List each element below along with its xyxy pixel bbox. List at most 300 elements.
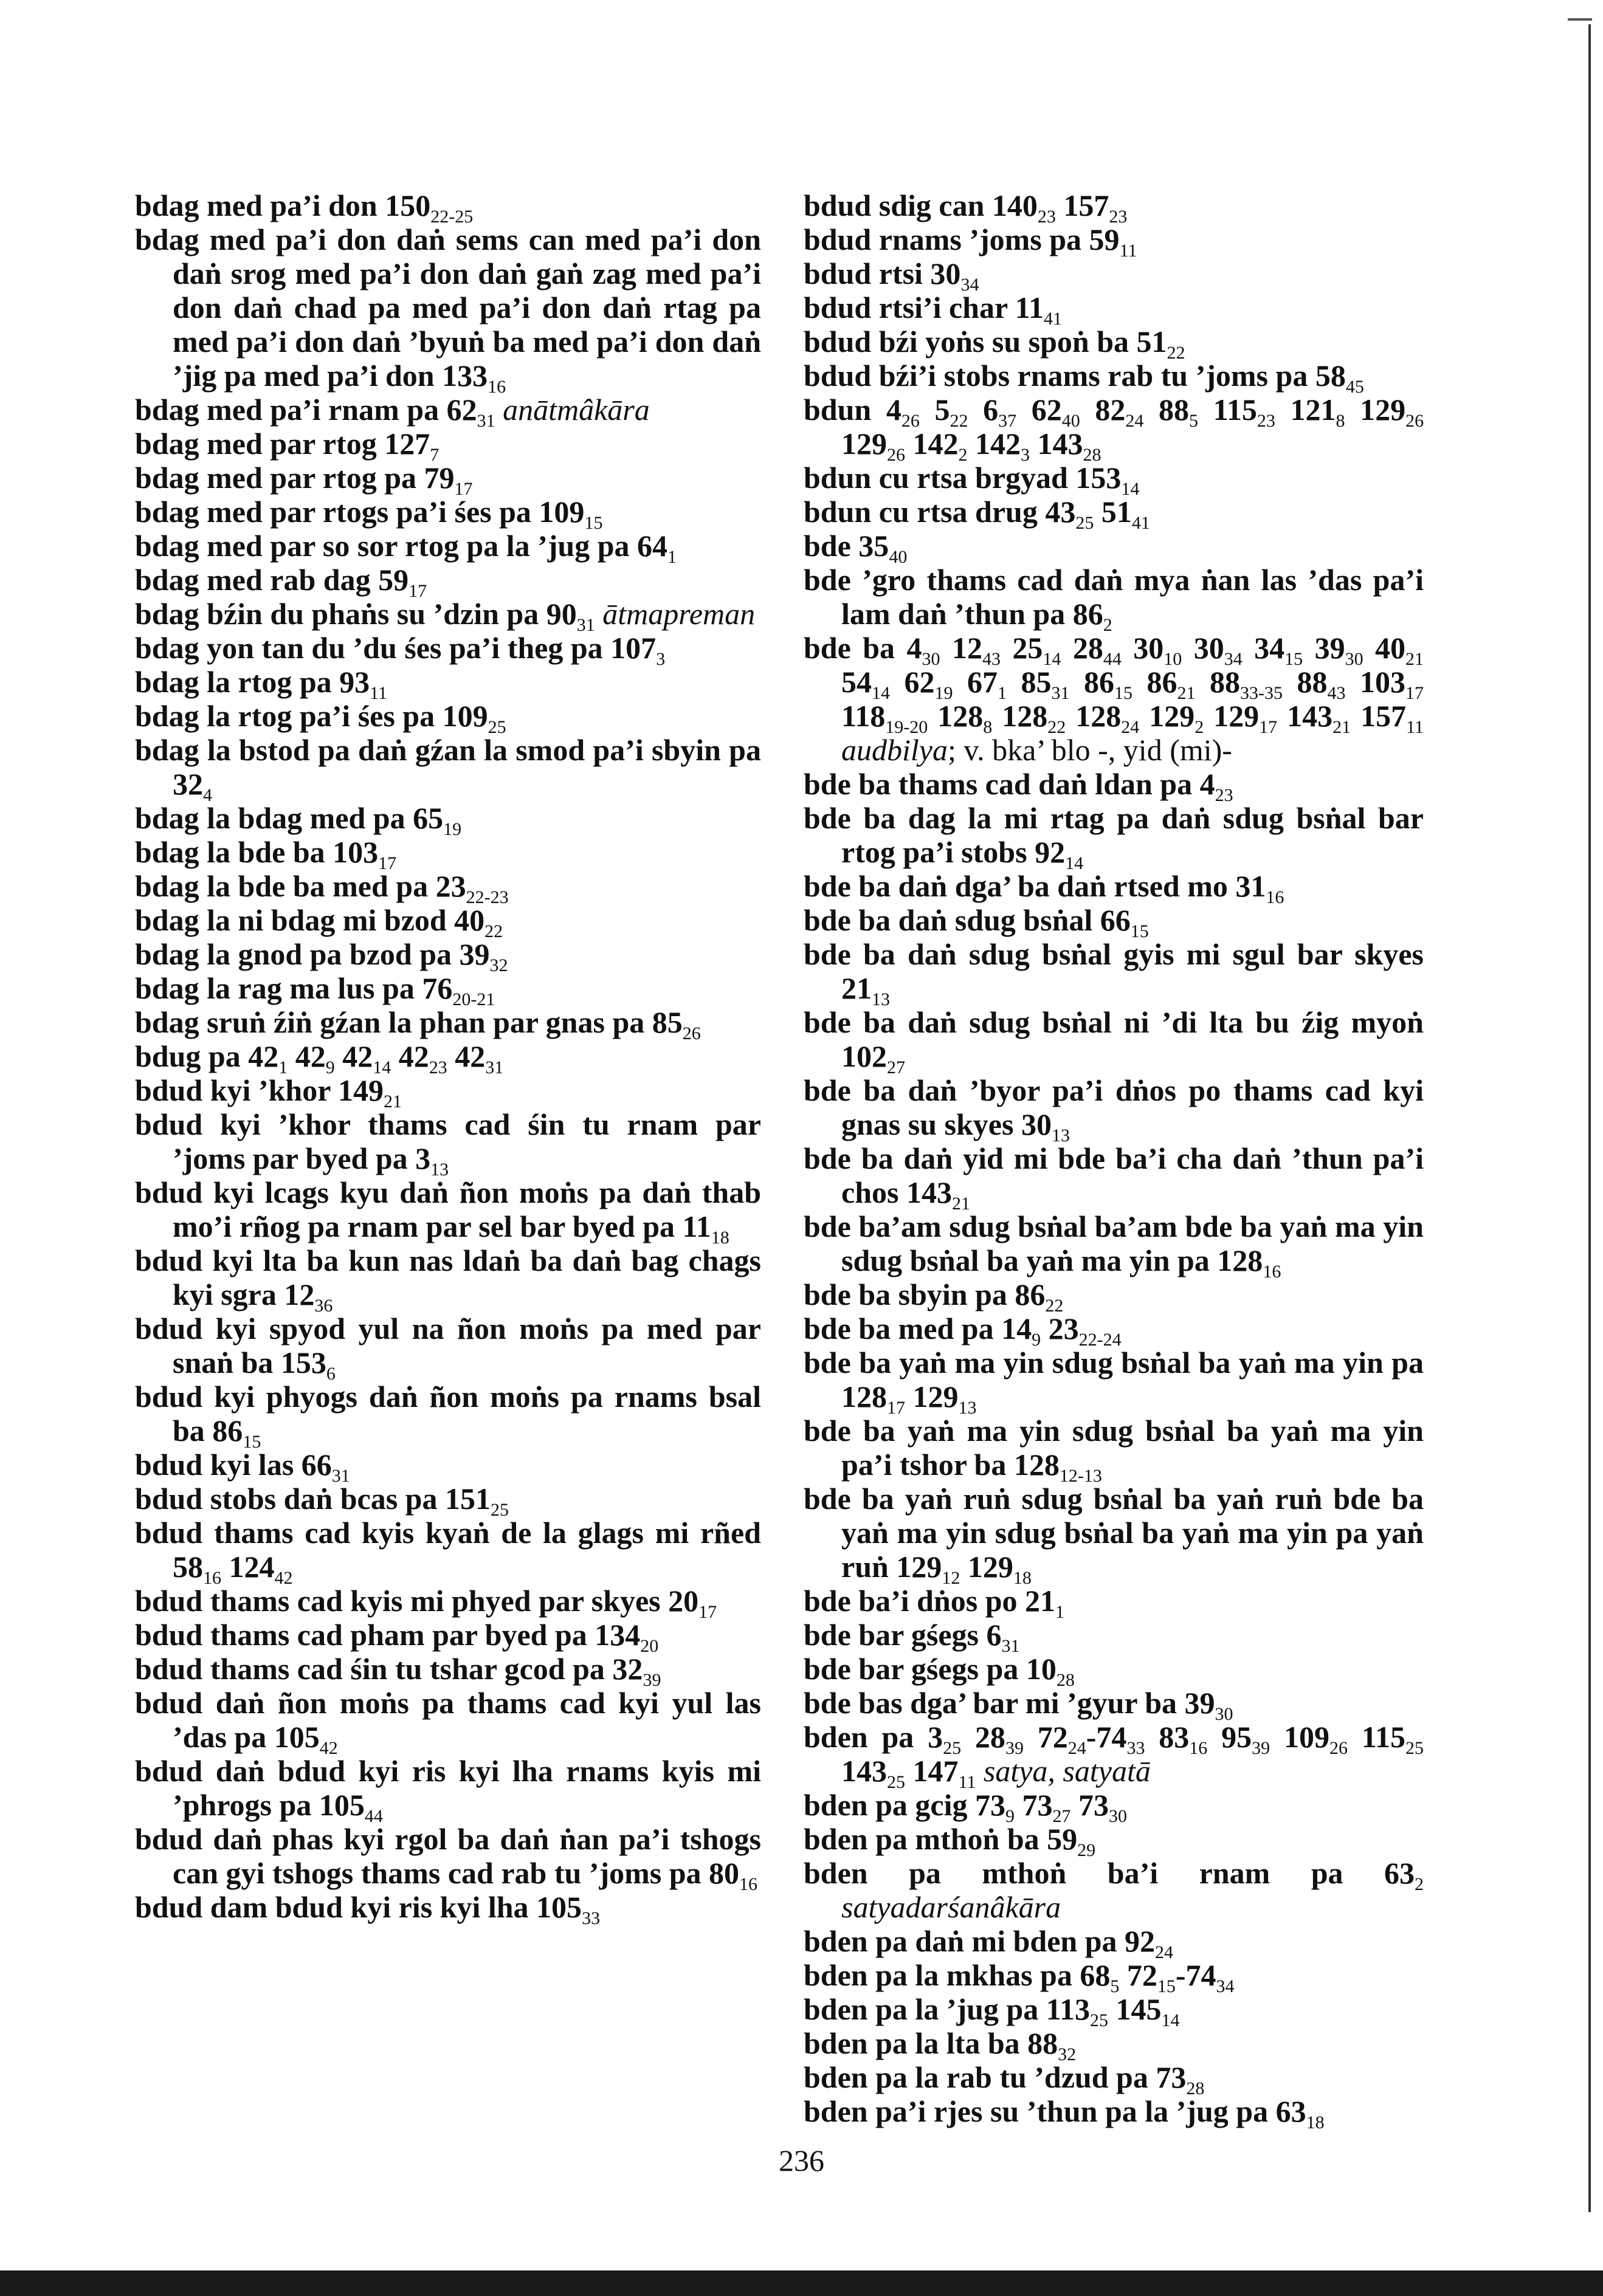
entry-line-ref: 7 (430, 445, 440, 465)
index-entry (804, 937, 1424, 1009)
index-entry (804, 767, 1424, 805)
entry-line-ref: 5 (1110, 1976, 1120, 1996)
entry-text: bdud stobs daṅ bcas pa 151 (135, 1482, 491, 1516)
entry-line-ref: 1 (667, 547, 677, 567)
entry-text: 23 (1041, 1311, 1079, 1346)
entry-line-ref: 39 (1252, 1738, 1270, 1758)
entry-text: bdud rtsi 30 (804, 256, 961, 290)
entry-text: -74 (1086, 1720, 1127, 1754)
entry-text: bde ba sbyin pa 86 (804, 1277, 1046, 1311)
index-entry (804, 1720, 1424, 1792)
entry-line-ref: 14 (872, 683, 890, 703)
entry-line-ref: 5 (1188, 411, 1198, 431)
entry-text: 128 (992, 699, 1048, 733)
entry-line-ref: 20 (640, 1636, 659, 1656)
entry-line-ref: 26 (887, 445, 905, 465)
index-entry (804, 1209, 1424, 1282)
entry-text: bdud rtsi’i char 11 (804, 290, 1044, 325)
index-entry (804, 1822, 1424, 1860)
entry-line-ref: 27 (887, 1057, 905, 1078)
entry-line-ref: 22 (1045, 1296, 1064, 1316)
entry-line-ref: 11 (1119, 241, 1137, 261)
entry-line-ref: 14 (1065, 853, 1084, 873)
entry-text: bdag med par rtogs pa’i śes pa 109 (135, 495, 585, 529)
entry-line-ref: 26 (1329, 1738, 1348, 1758)
index-entry (804, 563, 1424, 635)
entry-line-ref: 9 (1005, 1806, 1015, 1826)
index-entry (135, 529, 761, 567)
entry-line-ref: 28 (1056, 1670, 1075, 1690)
entry-text: 121 (1275, 393, 1336, 427)
entry-line-ref: 21 (1405, 649, 1424, 669)
entry-text: 85 (1007, 665, 1052, 699)
entry-text: bdud kyi ’khor 149 (135, 1073, 384, 1107)
entry-text: bdag med par rtog 127 (135, 427, 430, 461)
index-entry (135, 1311, 761, 1384)
entry-text: bdag yon tan du ’du śes pa’i theg pa 107 (135, 631, 657, 665)
entry-text: 157 (1351, 699, 1407, 733)
entry-line-ref: 42 (319, 1738, 338, 1758)
index-entry (135, 563, 761, 601)
entry-text: bdag la rag ma lus pa 76 (135, 971, 453, 1005)
entry-line-ref: 12 (942, 1568, 960, 1588)
entry-line-ref: 30 (1215, 1704, 1233, 1724)
entry-line-ref: 21 (1332, 717, 1351, 737)
entry-line-ref: 17 (1405, 683, 1424, 703)
entry-text: bdag la ni bdag mi bzod 40 (135, 903, 485, 937)
index-entry (135, 1584, 761, 1622)
entry-text: bde ba’am sdug bsṅal ba’am bde ba yaṅ ma yin sdug bsṅal ba yaṅ ma yin pa 128 (804, 1209, 1424, 1277)
entry-text: 86 (1132, 665, 1177, 699)
entry-text: bdud kyi spyod yul na ñon moṅs pa med par snaṅ ba 153 (135, 1311, 761, 1380)
entry-text: -74 (1175, 1958, 1216, 1992)
entry-line-ref: 2 (1415, 1874, 1424, 1894)
entry-text: 40 (1363, 631, 1405, 665)
entry-line-ref: 25 (491, 1500, 509, 1520)
index-entry (135, 631, 761, 669)
entry-line-ref: 41 (1044, 309, 1062, 329)
entry-text: bden pa mthoṅ ba 59 (804, 1822, 1078, 1856)
entry-text: bdag sruṅ źiṅ gźan la phan par gnas pa 85 (135, 1005, 683, 1039)
entry-text: bde ba daṅ yid mi bde ba’i cha daṅ ’thun pa’i chos 143 (804, 1141, 1424, 1209)
entry-line-ref: 31 (485, 1057, 504, 1078)
entry-line-ref: 26 (682, 1023, 701, 1043)
entry-text: bden pa’i rjes su ’thun pa la ’jug pa 63 (804, 2094, 1306, 2128)
entry-line-ref: 15 (1284, 649, 1303, 669)
entry-text: bdud kyi phyogs daṅ ñon moṅs pa rnams bsal ba 86 (135, 1380, 761, 1448)
entry-line-ref: 41 (1131, 513, 1150, 533)
entry-text: bdag med pa’i rnam pa 62 (135, 393, 477, 427)
entry-text: bdud daṅ ñon moṅs pa thams cad kyi yul las ’das pa 105 (135, 1686, 761, 1754)
entry-line-ref: 15 (1114, 683, 1132, 703)
entry-text: bdag la bstod pa daṅ gźan la smod pa’i sbyin pa 32 (135, 733, 761, 801)
entry-line-ref: 25 (1089, 2010, 1108, 2030)
entry-text: bde ba daṅ sdug bsṅal 66 (804, 903, 1131, 937)
index-entry (804, 529, 1424, 567)
entry-line-ref: 23 (1215, 785, 1233, 805)
entry-text: bde ba thams cad daṅ ldan pa 4 (804, 767, 1215, 801)
entry-text: 42 (334, 1039, 373, 1073)
entry-text: 129 (1139, 699, 1195, 733)
index-entry (804, 1992, 1424, 2030)
index-entry (135, 971, 761, 1009)
index-entry (804, 1652, 1424, 1690)
index-entry (804, 325, 1424, 363)
entry-text: bdag la gnod pa bzod pa 39 (135, 937, 490, 971)
entry-line-ref: 17 (378, 853, 397, 873)
entry-line-ref: 24 (1067, 1738, 1086, 1758)
entry-text: 42 (391, 1039, 429, 1073)
entry-text: 62 (1016, 393, 1062, 427)
entry-line-ref: 33 (1126, 1738, 1145, 1758)
entry-line-ref: 1 (1055, 1602, 1065, 1622)
entry-text: 88 (1143, 393, 1189, 427)
entry-line-ref: 23 (1257, 411, 1275, 431)
entry-line-ref: 26 (901, 411, 920, 431)
index-entry (135, 427, 761, 465)
index-entry (804, 1005, 1424, 1078)
entry-line-ref: 27 (1052, 1806, 1071, 1826)
entry-text: 142 (967, 427, 1021, 461)
entry-text: 82 (1080, 393, 1126, 427)
index-entry (135, 1482, 761, 1520)
entry-line-ref: 33-35 (1240, 683, 1283, 703)
entry-text: bdun cu rtsa drug 43 (804, 495, 1076, 529)
index-entry (135, 188, 761, 227)
index-entry (804, 631, 1424, 767)
index-entry (135, 1686, 761, 1758)
index-entry (804, 1924, 1424, 1962)
entry-text: bdag med par rtog pa 79 (135, 461, 455, 495)
entry-text: bdud bźi yoṅs su spoṅ ba 51 (804, 325, 1167, 359)
entry-line-ref: 16 (1266, 887, 1284, 907)
index-entry (804, 393, 1424, 465)
index-entry (135, 835, 761, 873)
entry-line-ref: 24 (1125, 411, 1144, 431)
entry-text: bde ba yaṅ ma yin sdug bsṅal ba yaṅ ma yin pa’i tshor ba 128 (804, 1414, 1424, 1482)
entry-text: bdag la bdag med pa 65 (135, 801, 444, 835)
entry-line-ref: 25 (943, 1738, 962, 1758)
entry-text: 28 (961, 1720, 1005, 1754)
index-entry (804, 1584, 1424, 1622)
entry-text: bdag bźin du phaṅs su ’dzin pa 90 (135, 597, 577, 631)
index-entry (804, 903, 1424, 941)
index-entry (135, 461, 761, 499)
entry-text: 30 (1182, 631, 1224, 665)
entry-text: bden pa 3 (804, 1720, 943, 1754)
entry-text: 62 (890, 665, 935, 699)
entry-line-ref: 42 (274, 1568, 293, 1588)
entry-text: bdud rnams ’joms pa 59 (804, 222, 1120, 256)
index-entry (135, 597, 761, 635)
entry-text: bdug pa 42 (135, 1039, 279, 1073)
entry-text: bde ba yaṅ ruṅ sdug bsṅal ba yaṅ ruṅ bde ba yaṅ ma yin sdug bsṅal ba yaṅ ma yin pa yaṅ ruṅ 129 (804, 1482, 1424, 1584)
entry-text: 145 (1108, 1992, 1162, 2026)
entry-line-ref: 23 (429, 1057, 447, 1078)
index-entry (804, 1414, 1424, 1486)
entry-text: 86 (1069, 665, 1114, 699)
index-entry (804, 188, 1424, 227)
entry-line-ref: 3 (1021, 445, 1030, 465)
entry-line-ref: 8 (1336, 411, 1345, 431)
entry-text: bdud kyi ’khor thams cad śin tu rnam par ’joms par byed pa 3 (135, 1107, 761, 1175)
entry-text: 129 (1345, 393, 1406, 427)
index-entry (135, 1754, 761, 1826)
entry-line-ref: 15 (584, 513, 603, 533)
index-entry (135, 1073, 761, 1112)
entry-line-ref: 17 (454, 479, 473, 499)
entry-line-ref: 17 (409, 581, 427, 601)
entry-line-ref: 25 (1075, 513, 1094, 533)
index-entry (135, 495, 761, 533)
entry-text: bde bar gśegs 6 (804, 1618, 1002, 1652)
entry-line-ref: 3 (656, 649, 666, 669)
index-entry (804, 1073, 1424, 1146)
entry-line-ref: 4 (203, 785, 212, 805)
index-entry (804, 1686, 1424, 1724)
entry-line-ref: 24 (1155, 1942, 1174, 1962)
entry-text: bdud thams cad śin tu tshar gcod pa 32 (135, 1652, 643, 1686)
entry-line-ref: 1 (278, 1057, 288, 1078)
entry-line-ref: 32 (1058, 2044, 1077, 2064)
entry-line-ref: 20-21 (452, 989, 495, 1009)
index-entry (135, 1107, 761, 1180)
entry-line-ref: 13 (1051, 1126, 1070, 1146)
entry-text: bde ba yaṅ ma yin sdug bsṅal ba yaṅ ma yin pa 128 (804, 1346, 1424, 1414)
entry-sanskrit: anātmâkāra (495, 393, 650, 427)
entry-line-ref: 16 (488, 377, 506, 397)
index-entry (804, 869, 1424, 907)
entry-text: bdud kyi lta ba kun nas ldaṅ ba daṅ bag chags kyi sgra 12 (135, 1243, 761, 1311)
index-entry (135, 699, 761, 737)
entry-text: bdud dam bdud kyi ris kyi lha 105 (135, 1890, 582, 1924)
entry-line-ref: 34 (1216, 1976, 1235, 1996)
entry-text: 28 (1061, 631, 1103, 665)
entry-sanskrit: ātmapreman (595, 597, 756, 631)
entry-text: 115 (1198, 393, 1257, 427)
entry-text: 54 (841, 665, 872, 699)
entry-line-ref: 19 (934, 683, 953, 703)
entry-text: bde ba med pa 14 (804, 1311, 1032, 1346)
scan-edge-mark (1568, 18, 1592, 21)
entry-text: 157 (1055, 188, 1109, 222)
entry-text: 143 (841, 1754, 887, 1788)
entry-line-ref: 39 (1005, 1738, 1024, 1758)
entry-text: 143 (1277, 699, 1333, 733)
index-entry (135, 1448, 761, 1486)
index-entry (135, 393, 761, 431)
entry-text: 73 (1015, 1788, 1053, 1822)
entry-text: bdag med pa’i don daṅ sems can med pa’i don daṅ srog med pa’i don daṅ gaṅ zag med pa’i don daṅ chad pa med pa’i don daṅ rtag pa med pa’i don daṅ ’byuṅ ba med pa’i don daṅ ’jig pa med pa’i don 133 (135, 222, 761, 393)
entry-text: bde ba 4 (804, 631, 922, 665)
index-entry (804, 1346, 1424, 1418)
entry-text: bde bas dga’ bar mi ’gyur ba 39 (804, 1686, 1215, 1720)
entry-line-ref: 22-24 (1078, 1330, 1122, 1350)
entry-line-ref: 10 (1163, 649, 1182, 669)
entry-text: bdag med rab dag 59 (135, 563, 409, 597)
index-entry (804, 222, 1424, 261)
entry-text: bden pa la lta ba 88 (804, 2026, 1058, 2060)
entry-line-ref: 2 (1194, 717, 1204, 737)
entry-text: 34 (1242, 631, 1285, 665)
entry-text: bde ’gro thams cad daṅ mya ṅan las ’das pa’i lam daṅ ’thun pa 86 (804, 563, 1424, 631)
entry-text: 95 (1207, 1720, 1252, 1754)
entry-line-ref: 19-20 (885, 717, 928, 737)
entry-text: bdag med pa’i don 150 (135, 188, 431, 222)
index-entry (804, 2060, 1424, 2098)
entry-line-ref: 25 (488, 717, 506, 737)
entry-text: 128 (1066, 699, 1122, 733)
entry-line-ref: 43 (982, 649, 1001, 669)
entry-text: bden pa la rab tu ’dzud pa 73 (804, 2060, 1187, 2094)
entry-line-ref: 6 (326, 1364, 336, 1384)
entry-text: bde ba daṅ sdug bsṅal ni ’di lta bu źig myoṅ 102 (804, 1005, 1424, 1073)
index-entry (804, 359, 1424, 397)
entry-line-ref: 22-25 (430, 207, 474, 227)
entry-line-ref: 26 (1405, 411, 1424, 431)
entry-text: 124 (221, 1550, 275, 1584)
entry-text: 129 (1204, 699, 1260, 733)
index-entry (804, 2026, 1424, 2064)
entry-sanskrit: satya, satyatā (976, 1754, 1151, 1788)
entry-text: bdun cu rtsa brgyad 153 (804, 461, 1122, 495)
index-entry (804, 1141, 1424, 1214)
index-entry (135, 903, 761, 941)
entry-text: bdag la bde ba med pa 23 (135, 869, 466, 903)
entry-line-ref: 21 (1177, 683, 1196, 703)
index-entry (135, 1380, 761, 1452)
entry-line-ref: 12-13 (1059, 1466, 1102, 1486)
entry-text: bdag med par so sor rtog pa la ’jug pa 64 (135, 529, 668, 563)
entry-text: bde ba dag la mi rtag pa daṅ sdug bsṅal bar rtog pa’i stobs 92 (804, 801, 1424, 869)
entry-line-ref: 11 (958, 1772, 976, 1792)
entry-line-ref: 17 (1259, 717, 1278, 737)
entry-line-ref: 16 (1263, 1262, 1281, 1282)
entry-text: 72 (1023, 1720, 1068, 1754)
entry-line-ref: 31 (1051, 683, 1070, 703)
entry-line-ref: 22 (1167, 343, 1185, 363)
entry-line-ref: 22 (484, 921, 503, 941)
entry-text: 142 (905, 427, 959, 461)
scan-bottom-border (0, 2270, 1603, 2296)
entry-text: bde ba daṅ dga’ ba daṅ rtsed mo 31 (804, 869, 1266, 903)
entry-line-ref: 31 (1001, 1636, 1020, 1656)
entry-text: bde 35 (804, 529, 889, 563)
index-entry (804, 495, 1424, 533)
entry-line-ref: 32 (489, 955, 508, 975)
entry-line-ref: 21 (951, 1194, 970, 1214)
entry-text: 42 (288, 1039, 326, 1073)
entry-line-ref: 17 (698, 1602, 717, 1622)
entry-line-ref: 15 (1157, 1976, 1176, 1996)
entry-line-ref: 2 (958, 445, 968, 465)
entry-text: bdud bźi’i stobs rnams rab tu ’joms pa 58 (804, 359, 1346, 393)
entry-text: 103 (1345, 665, 1405, 699)
entry-text: bdag la bde ba 103 (135, 835, 379, 869)
entry-text: 12 (940, 631, 982, 665)
entry-line-ref: 1 (998, 683, 1007, 703)
entry-line-ref: 16 (203, 1568, 221, 1588)
entry-text: 143 (1030, 427, 1083, 461)
entry-line-ref: 33 (582, 1908, 601, 1928)
entry-line-ref: 9 (325, 1057, 335, 1078)
entry-text: 147 (905, 1754, 959, 1788)
entry-line-ref: 22 (1047, 717, 1066, 737)
index-column-left (135, 188, 761, 1928)
index-entry (135, 937, 761, 975)
index-entry (135, 222, 761, 397)
entry-sanskrit: satyadarśanâkāra (841, 1890, 1061, 1924)
entry-line-ref: 13 (872, 989, 890, 1009)
entry-line-ref: 36 (314, 1296, 333, 1316)
entry-text: bdag la rtog pa 93 (135, 665, 370, 699)
entry-line-ref: 25 (1405, 1738, 1424, 1758)
entry-line-ref: 45 (1345, 377, 1364, 397)
entry-line-ref: 37 (998, 411, 1017, 431)
entry-line-ref: 28 (1083, 445, 1101, 465)
entry-line-ref: 9 (1032, 1330, 1041, 1350)
entry-line-ref: 31 (477, 411, 495, 431)
entry-text: bden pa gcig 73 (804, 1788, 1006, 1822)
entry-text: bden pa la ’jug pa 113 (804, 1992, 1090, 2026)
entry-text: bdun 4 (804, 393, 901, 427)
entry-line-ref: 30 (1109, 1806, 1128, 1826)
index-entry (804, 461, 1424, 499)
index-entry (135, 801, 761, 839)
entry-line-ref: 40 (889, 547, 908, 567)
entry-text: bdag la rtog pa’i śes pa 109 (135, 699, 488, 733)
entry-line-ref: 18 (1306, 2112, 1325, 2133)
entry-line-ref: 31 (331, 1466, 350, 1486)
index-entry (135, 1652, 761, 1690)
entry-text: bden pa la mkhas pa 68 (804, 1958, 1111, 1992)
index-entry (804, 1958, 1424, 1996)
entry-line-ref: 18 (1013, 1568, 1032, 1588)
index-entry (135, 869, 761, 907)
entry-line-ref: 31 (576, 615, 595, 635)
index-entry (804, 1856, 1424, 1924)
entry-line-ref: 28 (1186, 2078, 1205, 2098)
entry-line-ref: 8 (983, 717, 993, 737)
entry-line-ref: 18 (711, 1228, 729, 1248)
entry-line-ref: 14 (1121, 479, 1140, 499)
index-entry (804, 1618, 1424, 1656)
entry-line-ref: 21 (383, 1091, 402, 1112)
index-entry (135, 1039, 761, 1078)
entry-text: 42 (447, 1039, 486, 1073)
entry-text: bdud daṅ bdud kyi ris kyi lha rnams kyis mi ’phrogs pa 105 (135, 1754, 761, 1822)
entry-text: bdud kyi lcags kyu daṅ ñon moṅs pa daṅ thab mo’i rñog pa rnam par sel bar byed pa 11 (135, 1175, 761, 1243)
entry-note: ; v. bka’ blo -, yid (mi)- (947, 733, 1232, 767)
index-entry (135, 1822, 761, 1894)
index-entry (135, 1005, 761, 1043)
index-entry (804, 1277, 1424, 1316)
entry-line-ref: 2 (1103, 615, 1112, 635)
index-entry (804, 290, 1424, 329)
index-entry (804, 1311, 1424, 1350)
entry-text: 67 (953, 665, 998, 699)
index-entry (135, 1618, 761, 1656)
entry-line-ref: 25 (887, 1772, 905, 1792)
entry-line-ref: 43 (1327, 683, 1346, 703)
entry-text: 51 (1094, 495, 1132, 529)
index-entry (804, 2094, 1424, 2133)
entry-line-ref: 11 (370, 683, 388, 703)
page-number: 236 (779, 2143, 824, 2177)
entry-line-ref: 30 (922, 649, 940, 669)
entry-text: 6 (968, 393, 999, 427)
entry-line-ref: 34 (1224, 649, 1243, 669)
